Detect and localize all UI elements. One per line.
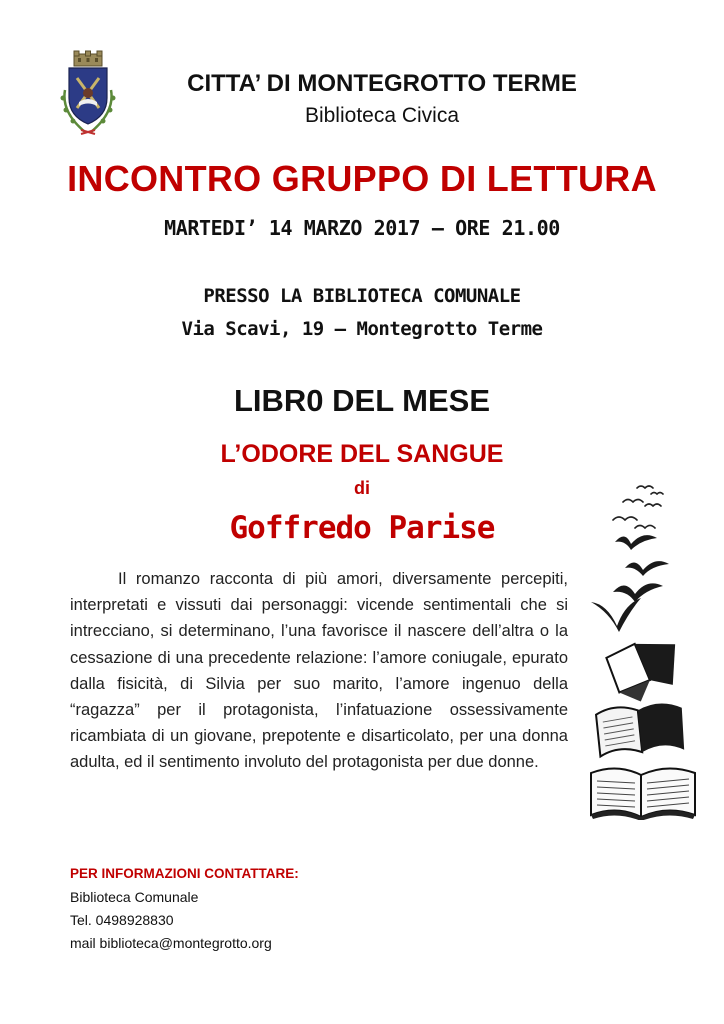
book-title: L’ODORE DEL SANGUE xyxy=(220,440,504,468)
event-title: INCONTRO GRUPPO DI LETTURA xyxy=(67,158,657,199)
book-author: Goffredo Parise xyxy=(229,510,495,546)
book-by-label: di xyxy=(354,478,370,498)
book-summary: Il romanzo racconta di più amori, diversamente percepiti, interpretati e vissuti dai personaggi: vicende sentimentali che si intrecciano, si determinano, l’una favorisce il nascere dell’altra o la cessazione di una precedente relazione: l’amore coniugale, epurato dalla fisicità, di Silvia per suo marito, l’amore ingenuo della “ragazza” per il protagonista, l’infatuazione ossessivamente ricambiata di un giovane, prepotente e disarticolato, per una donna adulta, ed il sentimento involuto del protagonista per due donne. xyxy=(70,570,568,772)
library-name: Biblioteca Civica xyxy=(304,104,460,127)
flying-book-birds-illustration xyxy=(585,480,700,820)
book-of-month-heading: LIBR0 DEL MESE xyxy=(233,383,491,418)
contact-library: Biblioteca Comunale xyxy=(70,889,199,905)
event-datetime: MARTEDI’ 14 MARZO 2017 – ORE 21.00 xyxy=(164,216,560,240)
city-name: CITTA’ DI MONTEGROTTO TERME xyxy=(187,70,577,97)
contact-phone: Tel. 0498928830 xyxy=(70,912,174,928)
contact-label: PER INFORMAZIONI CONTATTARE: xyxy=(70,866,299,881)
town-crest-icon xyxy=(55,50,121,140)
contact-email: mail biblioteca@montegrotto.org xyxy=(70,935,272,951)
event-venue: PRESSO LA BIBLIOTECA COMUNALE xyxy=(203,285,521,307)
event-address: Via Scavi, 19 – Montegrotto Terme xyxy=(181,318,543,340)
